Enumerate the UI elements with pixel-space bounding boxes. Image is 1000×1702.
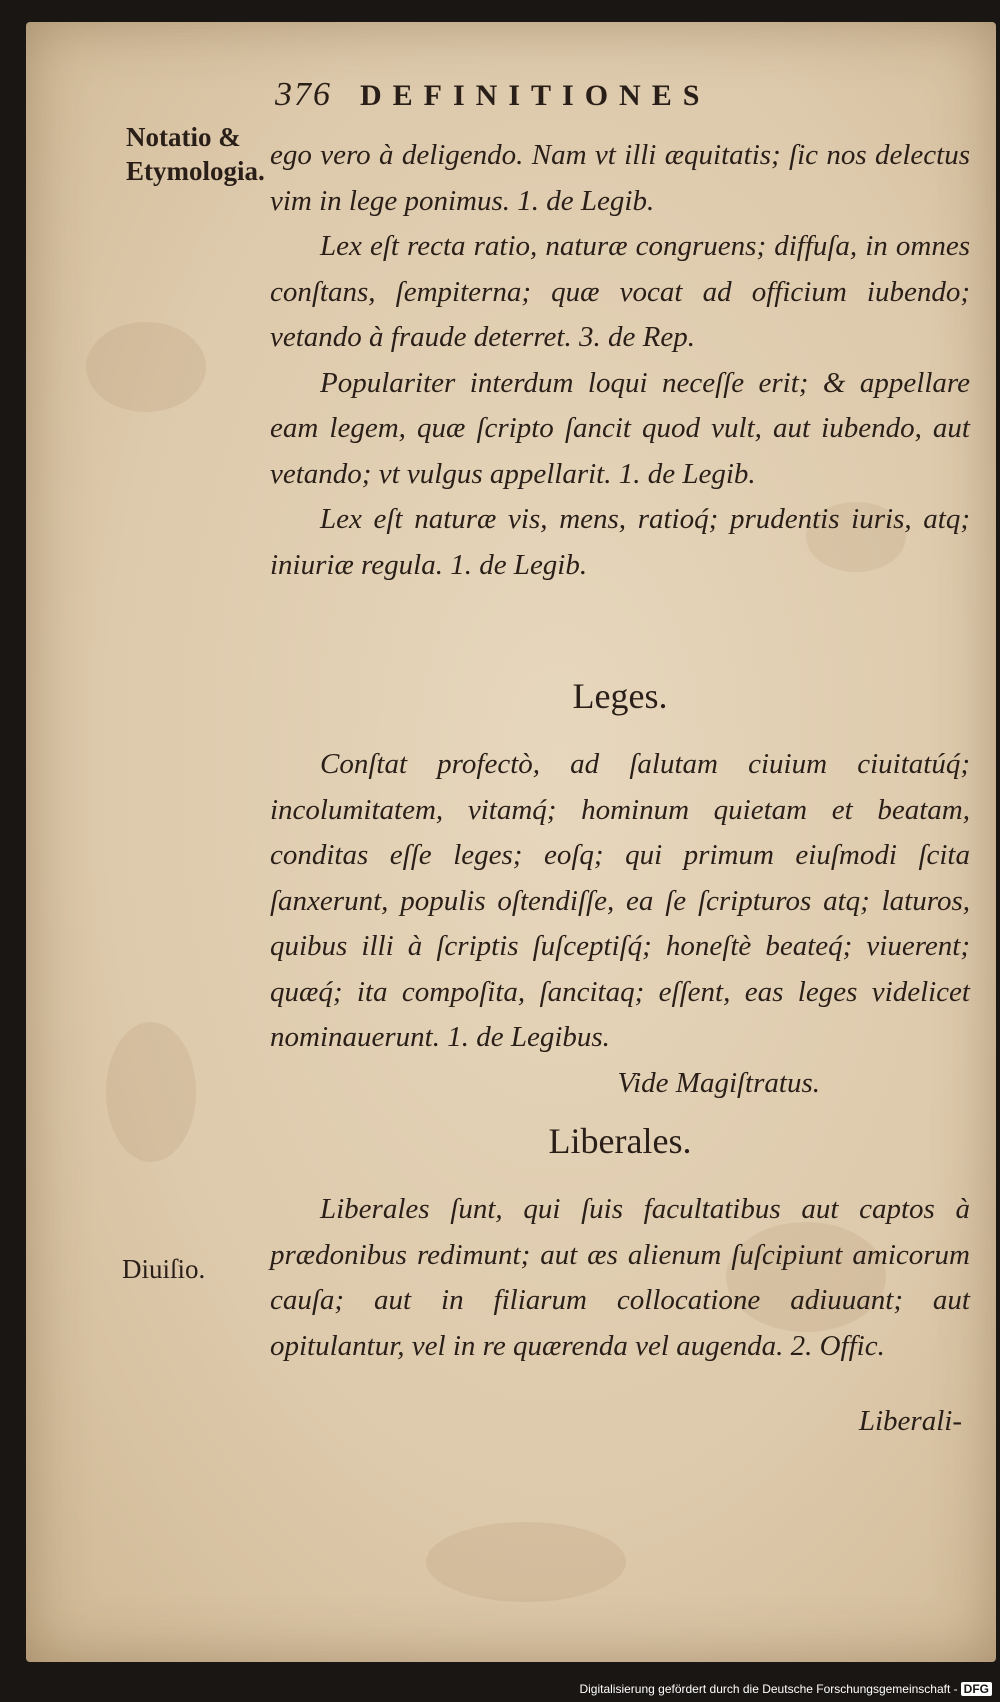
section-liberales (270, 1187, 970, 1369)
liberales-paragraph: Liberales ſunt, qui ſuis facultatibus aut captos à prædonibus redimunt; aut æs alienum ſuſcipiunt amicorum cauſa; aut in filiarum collocatione adiuuant; aut opitulantur, vel in re quærenda vel augenda. 2. Offic. (270, 1193, 970, 1362)
margin-note-diuisio: Diuiſio. (122, 1254, 206, 1284)
heading-liberales: Liberales. (548, 1121, 692, 1161)
heading-leges: Leges. (572, 676, 668, 716)
dfg-badge: DFG (961, 1682, 992, 1696)
lex-paragraph-3: Populariter interdum loqui neceſſe erit; & appellare eam legem, quæ ſcripto ſancit quod vult, aut iubendo, aut vetando; vt vulgus appellarit. 1. de Legib. (270, 366, 970, 490)
section-leges (270, 742, 970, 1106)
lex-paragraph-1: ego vero à deligendo. Nam vt illi æquitatis; ſic nos delectus vim in lege ponimus. 1. de Legib. (270, 139, 970, 217)
lex-paragraph-2: Lex eſt recta ratio, naturæ congruens; diffuſa, in omnes conſtans, ſempiterna; quæ vocat ad officium iubendo; vetando à fraude deterret. 3. de Rep. (270, 230, 970, 353)
page-number: 376 (275, 76, 332, 113)
leges-see-also: Vide Magiſtratus. (617, 1066, 820, 1099)
running-title: DEFINITIONES (360, 79, 711, 112)
section-lex (270, 133, 970, 588)
margin-note-notatio: Notatio & Etymologia. (126, 122, 265, 186)
lex-paragraph-4: Lex eſt naturæ vis, mens, ratioq́; prudentis iuris, atq; iniuriæ regula. 1. de Legib. (270, 503, 970, 581)
digitization-footer (575, 1680, 996, 1698)
catchword: Liberali- (858, 1405, 962, 1437)
footer-text: Digitalisierung gefördert durch die Deutsche Forschungsgemeinschaft - (579, 1682, 958, 1696)
running-header (275, 76, 710, 114)
leges-paragraph: Conſtat profectò, ad ſalutam ciuium ciuitatúq́; incolumitatem, vitamq́; hominum quietam et beatam, conditas eſſe leges; eoſq; qui primum eiuſmodi ſcita ſanxerunt, populis oſtendiſſe, ea ſe ſcripturos atq; laturos, quibus illi à ſcriptis ſuſceptiſq́; honeſtè beateq́; viuerent; quæq́; ita compoſita, ſancitaq; eſſent, eas leges videlicet nominauerunt. 1. de Legibus. (270, 748, 970, 1053)
